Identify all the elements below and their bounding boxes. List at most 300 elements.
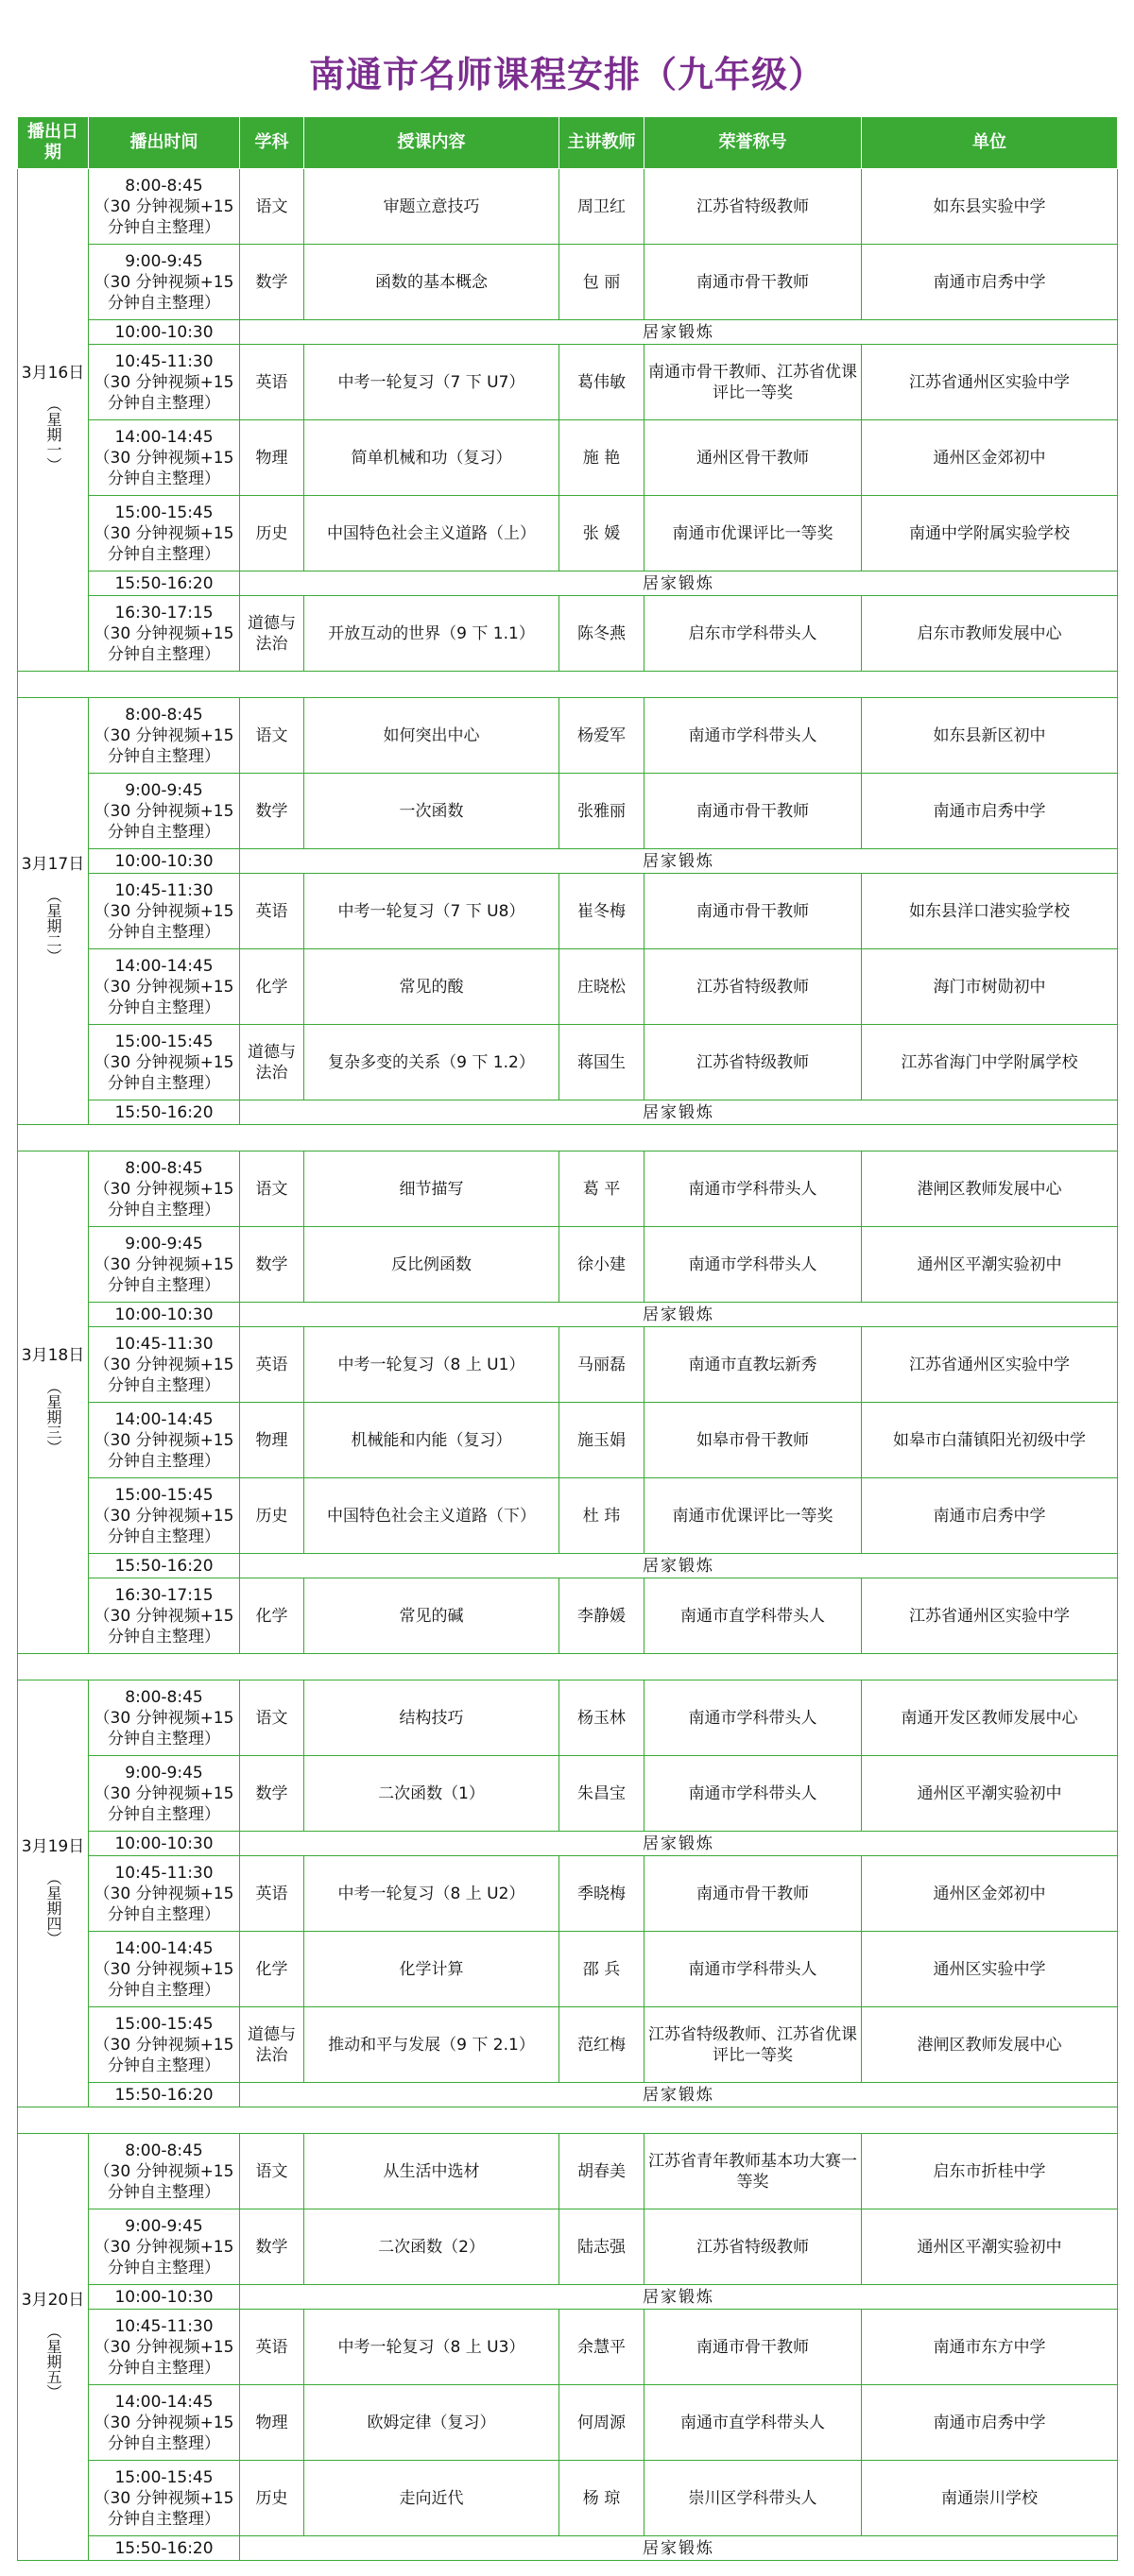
time-range: 15:00-15:45	[114, 1485, 214, 1505]
honor-cell: 南通市骨干教师	[644, 874, 862, 949]
topic-cell: 中考一轮复习（7 下 U7）	[304, 345, 559, 420]
time-cell	[89, 420, 240, 496]
unit-cell: 江苏省通州区实验中学	[862, 1327, 1118, 1403]
teacher-cell: 胡春美	[559, 2134, 644, 2209]
unit-cell: 南通市启秀中学	[862, 245, 1118, 320]
honor-cell: 南通市优课评比一等奖	[644, 1478, 862, 1554]
time-cell	[89, 949, 240, 1025]
honor-cell: 南通市学科带头人	[644, 1680, 862, 1756]
header-cell: 授课内容	[304, 117, 559, 169]
break-cell: 居家锻炼	[240, 1303, 1118, 1327]
time-range: 8:00-8:45	[125, 705, 203, 725]
lesson-row	[18, 496, 1118, 571]
time-note: （30 分钟视频+15 分钟自主整理）	[94, 977, 234, 1017]
page-title: 南通市名师课程安排（九年级）	[308, 54, 825, 95]
teacher-cell: 马丽磊	[559, 1327, 644, 1403]
unit-cell: 海门市树勋初中	[862, 949, 1118, 1025]
time-note: （30 分钟视频+15 分钟自主整理）	[94, 901, 234, 942]
topic-cell: 走向近代	[304, 2461, 559, 2536]
time-note: （30 分钟视频+15 分钟自主整理）	[94, 1430, 234, 1471]
time-range: 15:00-15:45	[114, 1032, 214, 1051]
teacher-cell: 范红梅	[559, 2007, 644, 2083]
separator-cell	[18, 2107, 1118, 2134]
subject-cell: 历史	[240, 1478, 304, 1554]
weekday-label: （星期一）	[44, 396, 62, 472]
break-cell: 居家锻炼	[240, 2536, 1118, 2561]
subject-cell: 英语	[240, 2310, 304, 2385]
time-cell	[89, 2310, 240, 2385]
topic-cell: 中考一轮复习（7 下 U8）	[304, 874, 559, 949]
time-note: （30 分钟视频+15 分钟自主整理）	[94, 1606, 234, 1646]
time-note: （30 分钟视频+15 分钟自主整理）	[94, 372, 234, 413]
break-row	[18, 571, 1118, 596]
time-range: 10:45-11:30	[114, 1863, 214, 1883]
break-row	[18, 849, 1118, 874]
time-cell	[89, 2134, 240, 2209]
time-range: 10:45-11:30	[114, 880, 214, 900]
break-cell: 居家锻炼	[240, 1554, 1118, 1578]
topic-cell: 中国特色社会主义道路（上）	[304, 496, 559, 571]
honor-cell: 南通市骨干教师	[644, 1856, 862, 1932]
date-label: 3月16日	[21, 363, 85, 383]
weekday-label: （星期二）	[44, 887, 62, 964]
lesson-row	[18, 1932, 1118, 2007]
lesson-row	[18, 1478, 1118, 1554]
topic-cell: 细节描写	[304, 1152, 559, 1227]
subject-cell: 数学	[240, 245, 304, 320]
unit-cell: 通州区平潮实验初中	[862, 1756, 1118, 1832]
honor-cell: 江苏省特级教师	[644, 2209, 862, 2285]
unit-cell: 南通市启秀中学	[862, 774, 1118, 849]
time-cell: 10:00-10:30	[89, 849, 240, 874]
time-range: 14:00-14:45	[114, 2392, 214, 2412]
topic-cell: 复杂多变的关系（9 下 1.2）	[304, 1025, 559, 1100]
unit-cell: 南通市启秀中学	[862, 2385, 1118, 2461]
topic-cell: 化学计算	[304, 1932, 559, 2007]
topic-cell: 二次函数（1）	[304, 1756, 559, 1832]
separator-cell	[18, 1654, 1118, 1680]
time-range: 8:00-8:45	[125, 176, 203, 196]
subject-cell: 物理	[240, 420, 304, 496]
lesson-row	[18, 169, 1118, 245]
teacher-cell: 包 丽	[559, 245, 644, 320]
time-cell	[89, 1152, 240, 1227]
honor-cell: 南通市学科带头人	[644, 698, 862, 774]
honor-cell: 崇川区学科带头人	[644, 2461, 862, 2536]
time-range: 14:00-14:45	[114, 427, 214, 447]
lesson-row	[18, 596, 1118, 672]
schedule-table	[17, 116, 1118, 2561]
subject-cell: 语文	[240, 169, 304, 245]
time-note: （30 分钟视频+15 分钟自主整理）	[94, 1355, 234, 1395]
subject-cell: 数学	[240, 1227, 304, 1303]
honor-cell: 江苏省特级教师	[644, 1025, 862, 1100]
subject-cell: 语文	[240, 698, 304, 774]
honor-cell: 南通市直学科带头人	[644, 2385, 862, 2461]
time-cell	[89, 1756, 240, 1832]
lesson-row	[18, 774, 1118, 849]
time-range: 14:00-14:45	[114, 1409, 214, 1429]
break-row	[18, 1100, 1118, 1125]
date-cell	[18, 698, 89, 1125]
topic-cell: 推动和平与发展（9 下 2.1）	[304, 2007, 559, 2083]
teacher-cell: 徐小建	[559, 1227, 644, 1303]
topic-cell: 一次函数	[304, 774, 559, 849]
topic-cell: 简单机械和功（复习）	[304, 420, 559, 496]
break-cell: 居家锻炼	[240, 849, 1118, 874]
time-range: 9:00-9:45	[125, 2216, 203, 2236]
date-label: 3月19日	[21, 1836, 85, 1856]
time-cell	[89, 496, 240, 571]
date-cell	[18, 2134, 89, 2561]
time-cell: 15:50-16:20	[89, 1554, 240, 1578]
time-cell	[89, 1403, 240, 1478]
unit-cell: 港闸区教师发展中心	[862, 1152, 1118, 1227]
teacher-cell: 周卫红	[559, 169, 644, 245]
time-note: （30 分钟视频+15 分钟自主整理）	[94, 1052, 234, 1093]
teacher-cell: 杨玉林	[559, 1680, 644, 1756]
lesson-row	[18, 1227, 1118, 1303]
time-range: 8:00-8:45	[125, 2141, 203, 2160]
time-note: （30 分钟视频+15 分钟自主整理）	[94, 1179, 234, 1220]
break-cell: 居家锻炼	[240, 2285, 1118, 2310]
teacher-cell: 杨 琼	[559, 2461, 644, 2536]
header-cell: 学科	[240, 117, 304, 169]
topic-cell: 欧姆定律（复习）	[304, 2385, 559, 2461]
time-cell: 15:50-16:20	[89, 1100, 240, 1125]
topic-cell: 中考一轮复习（8 上 U1）	[304, 1327, 559, 1403]
unit-cell: 如皋市白蒲镇阳光初级中学	[862, 1403, 1118, 1478]
teacher-cell: 陆志强	[559, 2209, 644, 2285]
teacher-cell: 崔冬梅	[559, 874, 644, 949]
unit-cell: 通州区金郊初中	[862, 420, 1118, 496]
lesson-row	[18, 698, 1118, 774]
lesson-row	[18, 1578, 1118, 1654]
date-label: 3月20日	[21, 2290, 85, 2310]
honor-cell: 南通市学科带头人	[644, 1227, 862, 1303]
time-cell: 15:50-16:20	[89, 2083, 240, 2107]
time-cell	[89, 1478, 240, 1554]
honor-cell: 启东市学科带头人	[644, 596, 862, 672]
break-row	[18, 2083, 1118, 2107]
weekday-label: （星期五）	[44, 2323, 62, 2399]
unit-cell: 南通市东方中学	[862, 2310, 1118, 2385]
subject-cell: 英语	[240, 874, 304, 949]
time-cell: 15:50-16:20	[89, 571, 240, 596]
lesson-row	[18, 2385, 1118, 2461]
time-range: 15:00-15:45	[114, 503, 214, 522]
lesson-row	[18, 2209, 1118, 2285]
break-cell: 居家锻炼	[240, 2083, 1118, 2107]
time-cell	[89, 245, 240, 320]
unit-cell: 启东市教师发展中心	[862, 596, 1118, 672]
break-row	[18, 1832, 1118, 1856]
honor-cell: 如皋市骨干教师	[644, 1403, 862, 1478]
weekday-label: （星期三）	[44, 1378, 62, 1455]
time-cell	[89, 2385, 240, 2461]
subject-cell: 英语	[240, 1327, 304, 1403]
honor-cell: 南通市骨干教师、江苏省优课评比一等奖	[644, 345, 862, 420]
time-note: （30 分钟视频+15 分钟自主整理）	[94, 1708, 234, 1749]
time-note: （30 分钟视频+15 分钟自主整理）	[94, 2488, 234, 2529]
date-cell	[18, 169, 89, 672]
time-range: 8:00-8:45	[125, 1687, 203, 1707]
time-note: （30 分钟视频+15 分钟自主整理）	[94, 196, 234, 237]
subject-cell: 化学	[240, 1578, 304, 1654]
unit-cell: 南通崇川学校	[862, 2461, 1118, 2536]
subject-cell: 英语	[240, 1856, 304, 1932]
unit-cell: 启东市折桂中学	[862, 2134, 1118, 2209]
teacher-cell: 季晓梅	[559, 1856, 644, 1932]
topic-cell: 结构技巧	[304, 1680, 559, 1756]
time-cell	[89, 2007, 240, 2083]
date-cell	[18, 1680, 89, 2107]
time-cell	[89, 1025, 240, 1100]
time-cell: 15:50-16:20	[89, 2536, 240, 2561]
honor-cell: 江苏省特级教师	[644, 949, 862, 1025]
break-row	[18, 1303, 1118, 1327]
lesson-row	[18, 1856, 1118, 1932]
topic-cell: 中考一轮复习（8 上 U3）	[304, 2310, 559, 2385]
time-range: 9:00-9:45	[125, 1234, 203, 1254]
header-cell: 单位	[862, 117, 1118, 169]
subject-cell: 化学	[240, 949, 304, 1025]
topic-cell: 函数的基本概念	[304, 245, 559, 320]
unit-cell: 江苏省通州区实验中学	[862, 345, 1118, 420]
day-separator	[18, 1654, 1118, 1680]
time-cell	[89, 2209, 240, 2285]
break-row	[18, 320, 1118, 345]
subject-cell: 道德与法治	[240, 1025, 304, 1100]
honor-cell: 南通市学科带头人	[644, 1932, 862, 2007]
time-note: （30 分钟视频+15 分钟自主整理）	[94, 1783, 234, 1824]
time-cell	[89, 345, 240, 420]
teacher-cell: 葛伟敏	[559, 345, 644, 420]
time-cell	[89, 774, 240, 849]
lesson-row	[18, 1680, 1118, 1756]
time-note: （30 分钟视频+15 分钟自主整理）	[94, 623, 234, 664]
teacher-cell: 朱昌宝	[559, 1756, 644, 1832]
time-cell: 10:00-10:30	[89, 1832, 240, 1856]
time-cell	[89, 596, 240, 672]
unit-cell: 通州区金郊初中	[862, 1856, 1118, 1932]
unit-cell: 南通开发区教师发展中心	[862, 1680, 1118, 1756]
unit-cell: 南通中学附属实验学校	[862, 496, 1118, 571]
time-range: 8:00-8:45	[125, 1158, 203, 1178]
time-cell	[89, 698, 240, 774]
lesson-row	[18, 1152, 1118, 1227]
day-separator	[18, 672, 1118, 698]
teacher-cell: 杜 玮	[559, 1478, 644, 1554]
topic-cell: 反比例函数	[304, 1227, 559, 1303]
lesson-row	[18, 1403, 1118, 1478]
honor-cell: 南通市骨干教师	[644, 245, 862, 320]
date-cell	[18, 1152, 89, 1654]
unit-cell: 江苏省海门中学附属学校	[862, 1025, 1118, 1100]
teacher-cell: 蒋国生	[559, 1025, 644, 1100]
break-cell: 居家锻炼	[240, 571, 1118, 596]
subject-cell: 数学	[240, 1756, 304, 1832]
honor-cell: 江苏省特级教师、江苏省优课评比一等奖	[644, 2007, 862, 2083]
subject-cell: 数学	[240, 774, 304, 849]
separator-cell	[18, 1125, 1118, 1152]
unit-cell: 如东县洋口港实验学校	[862, 874, 1118, 949]
topic-cell: 中国特色社会主义道路（下）	[304, 1478, 559, 1554]
time-note: （30 分钟视频+15 分钟自主整理）	[94, 801, 234, 842]
time-note: （30 分钟视频+15 分钟自主整理）	[94, 448, 234, 488]
time-range: 16:30-17:15	[114, 1585, 214, 1605]
lesson-row	[18, 2461, 1118, 2536]
unit-cell: 通州区平潮实验初中	[862, 1227, 1118, 1303]
honor-cell: 南通市学科带头人	[644, 1756, 862, 1832]
break-cell: 居家锻炼	[240, 1832, 1118, 1856]
time-range: 10:45-11:30	[114, 1334, 214, 1354]
time-note: （30 分钟视频+15 分钟自主整理）	[94, 2337, 234, 2378]
honor-cell: 南通市直教坛新秀	[644, 1327, 862, 1403]
teacher-cell: 何周源	[559, 2385, 644, 2461]
subject-cell: 语文	[240, 1680, 304, 1756]
teacher-cell: 李静媛	[559, 1578, 644, 1654]
lesson-row	[18, 345, 1118, 420]
subject-cell: 道德与法治	[240, 596, 304, 672]
teacher-cell: 葛 平	[559, 1152, 644, 1227]
topic-cell: 二次函数（2）	[304, 2209, 559, 2285]
time-note: （30 分钟视频+15 分钟自主整理）	[94, 2035, 234, 2075]
topic-cell: 开放互动的世界（9 下 1.1）	[304, 596, 559, 672]
honor-cell: 江苏省特级教师	[644, 169, 862, 245]
teacher-cell: 邵 兵	[559, 1932, 644, 2007]
subject-cell: 语文	[240, 1152, 304, 1227]
break-row	[18, 2285, 1118, 2310]
subject-cell: 历史	[240, 2461, 304, 2536]
time-cell	[89, 1932, 240, 2007]
separator-cell	[18, 672, 1118, 698]
topic-cell: 中考一轮复习（8 上 U2）	[304, 1856, 559, 1932]
teacher-cell: 杨爱军	[559, 698, 644, 774]
time-note: （30 分钟视频+15 分钟自主整理）	[94, 1506, 234, 1546]
lesson-row	[18, 1327, 1118, 1403]
lesson-row	[18, 245, 1118, 320]
time-note: （30 分钟视频+15 分钟自主整理）	[94, 1959, 234, 2000]
lesson-row	[18, 874, 1118, 949]
teacher-cell: 施玉娟	[559, 1403, 644, 1478]
honor-cell: 南通市学科带头人	[644, 1152, 862, 1227]
day-separator	[18, 2107, 1118, 2134]
break-row	[18, 2536, 1118, 2561]
teacher-cell: 庄晓松	[559, 949, 644, 1025]
time-cell	[89, 1227, 240, 1303]
subject-cell: 数学	[240, 2209, 304, 2285]
lesson-row	[18, 2134, 1118, 2209]
time-range: 10:45-11:30	[114, 2316, 214, 2336]
honor-cell: 通州区骨干教师	[644, 420, 862, 496]
topic-cell: 从生活中选材	[304, 2134, 559, 2209]
unit-cell: 江苏省通州区实验中学	[862, 1578, 1118, 1654]
lesson-row	[18, 2007, 1118, 2083]
subject-cell: 英语	[240, 345, 304, 420]
honor-cell: 南通市直学科带头人	[644, 1578, 862, 1654]
subject-cell: 物理	[240, 1403, 304, 1478]
unit-cell: 如东县新区初中	[862, 698, 1118, 774]
honor-cell: 南通市优课评比一等奖	[644, 496, 862, 571]
day-separator	[18, 1125, 1118, 1152]
time-cell	[89, 1856, 240, 1932]
lesson-row	[18, 420, 1118, 496]
honor-cell: 南通市骨干教师	[644, 2310, 862, 2385]
lesson-row	[18, 1025, 1118, 1100]
time-cell	[89, 1578, 240, 1654]
lesson-row	[18, 1756, 1118, 1832]
time-cell: 10:00-10:30	[89, 1303, 240, 1327]
header-cell: 播出时间	[89, 117, 240, 169]
time-range: 16:30-17:15	[114, 603, 214, 623]
topic-cell: 如何突出中心	[304, 698, 559, 774]
date-label: 3月18日	[21, 1345, 85, 1365]
topic-cell: 审题立意技巧	[304, 169, 559, 245]
teacher-cell: 张 媛	[559, 496, 644, 571]
topic-cell: 常见的酸	[304, 949, 559, 1025]
teacher-cell: 张雅丽	[559, 774, 644, 849]
time-range: 14:00-14:45	[114, 1938, 214, 1958]
break-cell: 居家锻炼	[240, 320, 1118, 345]
time-range: 9:00-9:45	[125, 251, 203, 271]
time-cell: 10:00-10:30	[89, 320, 240, 345]
header-cell: 主讲教师	[559, 117, 644, 169]
honor-cell: 江苏省青年教师基本功大赛一等奖	[644, 2134, 862, 2209]
subject-cell: 化学	[240, 1932, 304, 2007]
unit-cell: 如东县实验中学	[862, 169, 1118, 245]
time-cell	[89, 2461, 240, 2536]
weekday-label: （星期四）	[44, 1869, 62, 1946]
time-cell: 10:00-10:30	[89, 2285, 240, 2310]
subject-cell: 物理	[240, 2385, 304, 2461]
time-range: 9:00-9:45	[125, 1763, 203, 1783]
time-note: （30 分钟视频+15 分钟自主整理）	[94, 523, 234, 564]
lesson-row	[18, 949, 1118, 1025]
unit-cell: 港闸区教师发展中心	[862, 2007, 1118, 2083]
time-cell	[89, 1327, 240, 1403]
time-note: （30 分钟视频+15 分钟自主整理）	[94, 2413, 234, 2453]
time-range: 14:00-14:45	[114, 956, 214, 976]
honor-cell: 南通市骨干教师	[644, 774, 862, 849]
time-cell	[89, 169, 240, 245]
teacher-cell: 陈冬燕	[559, 596, 644, 672]
break-cell: 居家锻炼	[240, 1100, 1118, 1125]
unit-cell: 南通市启秀中学	[862, 1478, 1118, 1554]
time-cell	[89, 1680, 240, 1756]
time-note: （30 分钟视频+15 分钟自主整理）	[94, 725, 234, 766]
subject-cell: 语文	[240, 2134, 304, 2209]
break-row	[18, 1554, 1118, 1578]
unit-cell: 通州区平潮实验初中	[862, 2209, 1118, 2285]
header-cell: 荣誉称号	[644, 117, 862, 169]
lesson-row	[18, 2310, 1118, 2385]
topic-cell: 机械能和内能（复习）	[304, 1403, 559, 1478]
time-note: （30 分钟视频+15 分钟自主整理）	[94, 1884, 234, 1924]
time-note: （30 分钟视频+15 分钟自主整理）	[94, 2161, 234, 2202]
subject-cell: 历史	[240, 496, 304, 571]
time-cell	[89, 874, 240, 949]
topic-cell: 常见的碱	[304, 1578, 559, 1654]
time-range: 15:00-15:45	[114, 2014, 214, 2034]
header-cell: 播出日期	[18, 117, 89, 169]
time-range: 15:00-15:45	[114, 2467, 214, 2487]
unit-cell: 通州区实验中学	[862, 1932, 1118, 2007]
date-label: 3月17日	[21, 854, 85, 874]
teacher-cell: 余慧平	[559, 2310, 644, 2385]
time-range: 10:45-11:30	[114, 351, 214, 371]
time-range: 9:00-9:45	[125, 780, 203, 800]
